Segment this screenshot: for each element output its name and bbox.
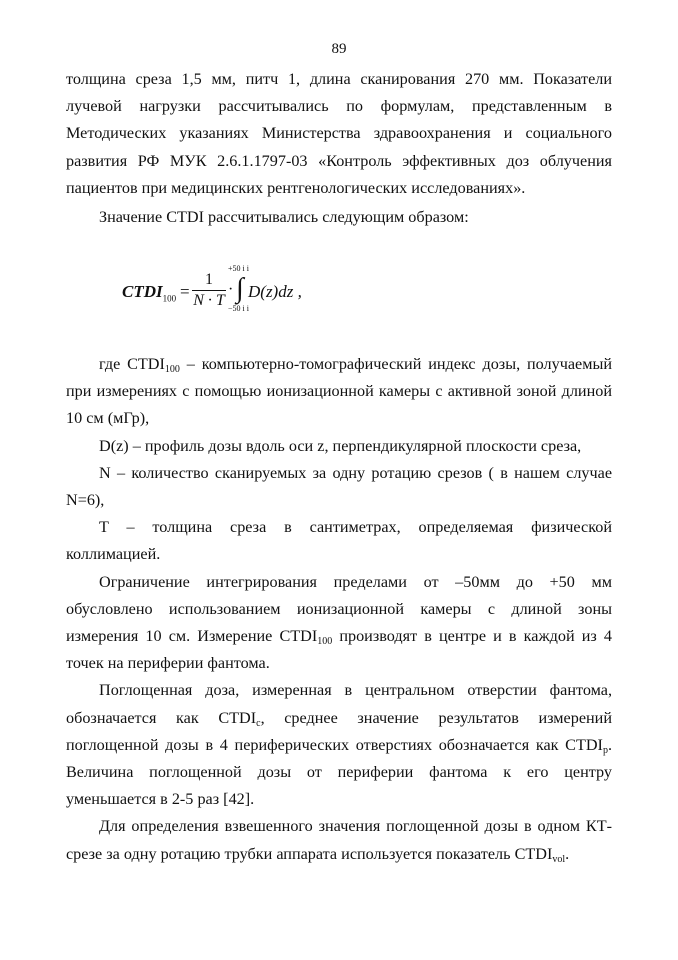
integral-lower-limit: −50 і і: [228, 304, 249, 313]
paragraph-5: N – количество сканируемых за одну ротацию срезов ( в нашем случае N=6),: [66, 463, 612, 510]
text-block-top: [66, 66, 612, 231]
paragraph-6: T – толщина среза в сантиметрах, определяемая физической коллимацией.: [66, 518, 612, 564]
paragraph-4: D(z) – профиль дозы вдоль оси z, перпендикулярной плоскости среза,: [99, 436, 582, 455]
paragraph-2: Значение CTDI рассчитывались следующим образом:: [99, 208, 469, 227]
formula-multiply-dot: ·: [228, 281, 234, 298]
paragraph-8: Поглощенная доза, измеренная в центральном отверстии фантома, обозначается как $CTDI_c$, среднее значение результатов измерений поглощенной дозы в 4 периферических отверстиях обозначается как $CTDI_p$. Величина поглощенной дозы от периферии фантома к его центру уменьшается в 2-5 раз [42].: [66, 681, 612, 809]
fraction-denominator: N · T: [193, 292, 225, 309]
formula-fraction: [192, 270, 226, 311]
integral-upper-limit: +50 і і: [228, 264, 249, 273]
formula-lhs: $CTDI_{100}$: [122, 282, 177, 304]
paragraph-9: Для определения взвешенного значения поглощенной дозы в одном КТ-срезе за одну ротацию трубки аппарата используется показатель $CTDI_{vol}$.: [66, 817, 612, 865]
page-number: 89: [331, 41, 347, 57]
integral-sign: ∫: [236, 273, 244, 304]
ctdi-formula: [122, 264, 362, 322]
formula-equals: =: [180, 282, 190, 301]
paragraph-1: толщина среза 1,5 мм, питч 1, длина сканирования 270 мм. Показатели лучевой нагрузки рассчитывались по формулам, представленным в Методических указаниях Министерства здравоохранения и социального развития РФ МУК 2.6.1.1797-03 «Контроль эффективных доз облучения пациентов при медицинских рентгенологических исследованиях».: [66, 70, 612, 197]
paragraph-3: где $CTDI_{100}$ – компьютерно-томографический индекс дозы, получаемый при измерениях с помощью ионизационной камеры с активной зоной длиной 10 см (мГр),: [66, 355, 612, 428]
fraction-numerator: 1: [205, 271, 213, 288]
integrand: D(z)dz ,: [248, 282, 302, 301]
paragraph-7: Ограничение интегрирования пределами от –50мм до +50 мм обусловлено использованием ионизационной камеры с длиной зоны измерения 10 см. Измерение $CTDI_{100}$ производят в центре и в каждой из 4 точек на периферии фантома.: [66, 572, 612, 673]
text-block-bottom: [66, 351, 612, 868]
